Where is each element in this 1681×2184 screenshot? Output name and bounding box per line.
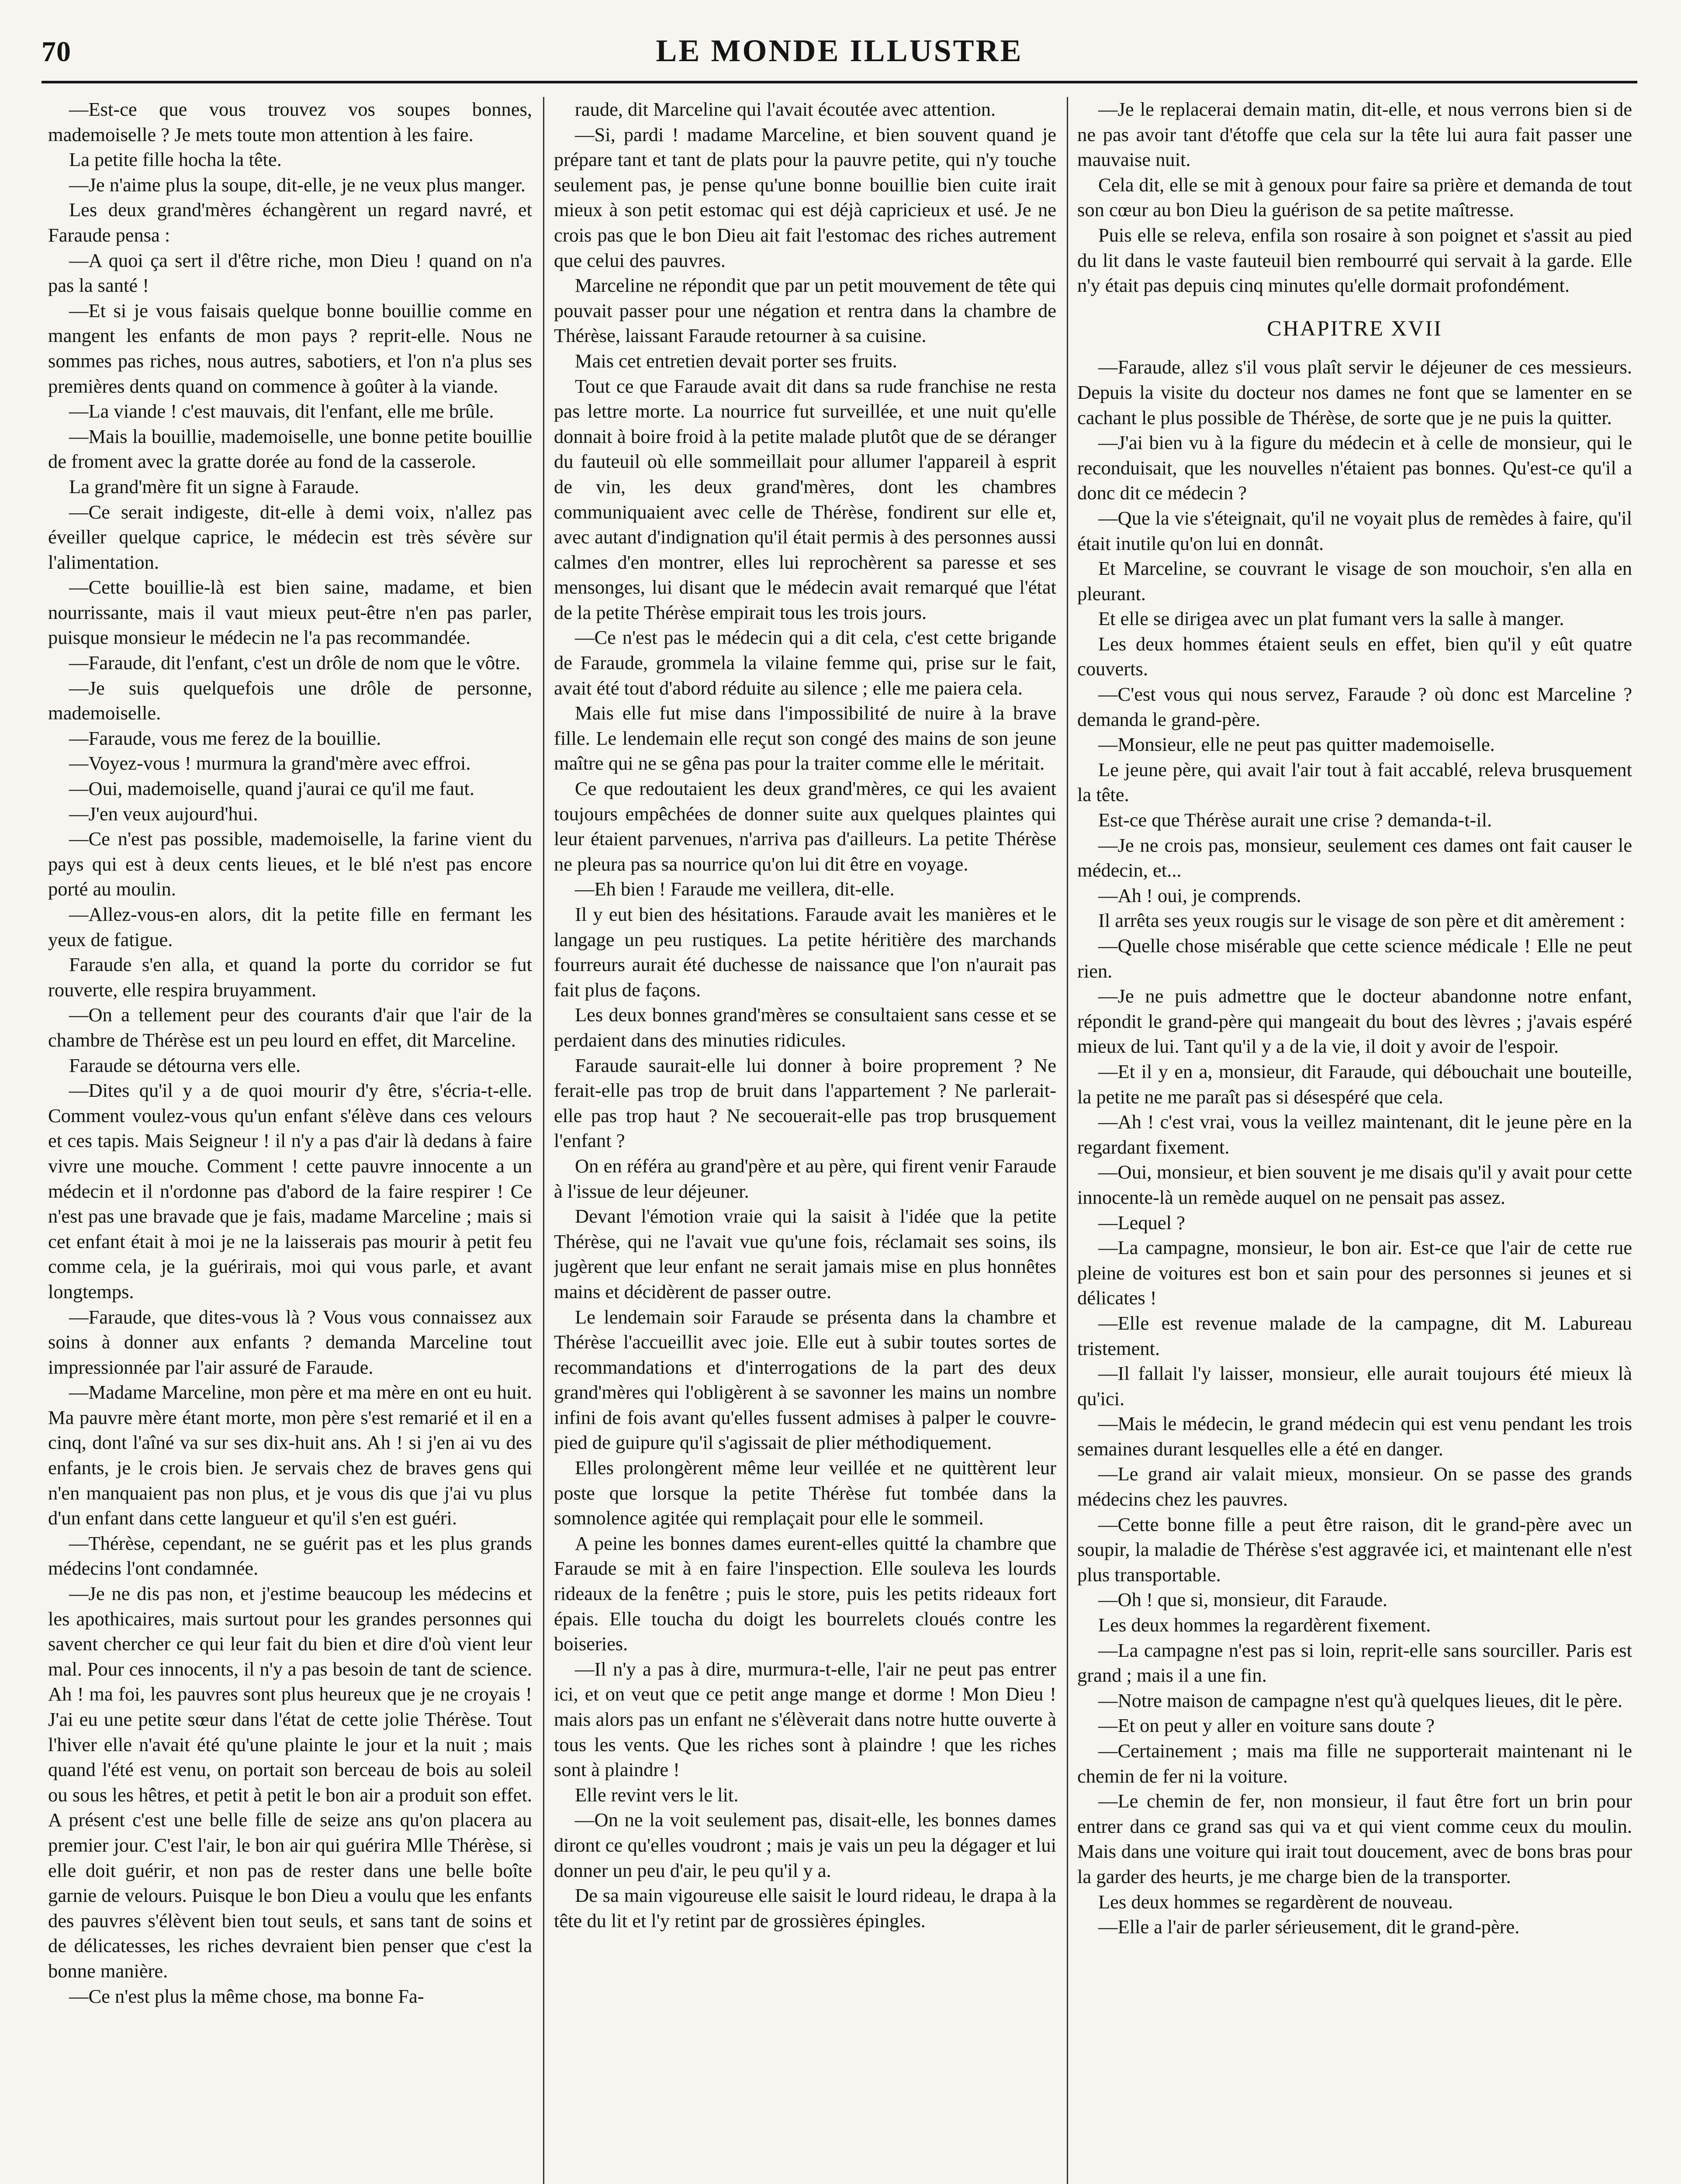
paragraph: —Il fallait l'y laisser, monsieur, elle aurait toujours été mieux là qu'ici. (1077, 1362, 1632, 1410)
paragraph: —Il n'y a pas à dire, murmura-t-elle, l'air ne peut pas entrer ici, et on veut que ce petit ange mange et dorme ! Mon Dieu ! mais alors pas un enfant ne s'élèverait dans notre hutte ouverte à tous les vents. Que les riches sont à plaindre ! que les riches sont à plaindre ! (554, 1658, 1056, 1781)
paragraph: —Certainement ; mais ma fille ne supporterait maintenant ni le chemin de fer ni la voiture. (1077, 1740, 1632, 1787)
paragraph: —Je ne dis pas non, et j'estime beaucoup les médecins et les apothicaires, mais surtout pour les grandes personnes qui savent chercher ce qui leur fait du bien et dire d'où vient leur mal. Pour ces innocents, il n'y a pas besoin de tant de science. Ah ! ma foi, les pauvres sont plus heureux que je ne croyais ! J'ai eu une petite sœur dans l'état de cette jolie Thérèse. Tout l'hiver elle n'avait été qu'une plainte le jour et la nuit ; mais quand l'été est venu, on portait son berceau de bois au soleil ou sous les hêtres, et petit à petit le bon air a produit son effet. A présent c'est une belle fille de seize ans qu'on placera au premier jour. C'est l'air, le bon air qui guérira Mlle Thérèse, si elle doit guérir, et non pas de rester dans une belle boîte garnie de velours. Puisque le bon Dieu a voulu que les enfants des pauvres s'élèvent bien tout seuls, et sans tant de soins et de délicatesses, les riches devraient bien penser que c'est la bonne manière. (48, 1583, 532, 1982)
page-number: 70 (42, 36, 71, 68)
paragraph: —Thérèse, cependant, ne se guérit pas et les plus grands médecins l'ont condamnée. (48, 1532, 532, 1579)
paragraph: Les deux hommes se regardèrent de nouveau. (1098, 1890, 1453, 1913)
column-3-lower-text (1077, 355, 1632, 1939)
paragraph: Cela dit, elle se mit à genoux pour faire sa prière et demanda de tout son cœur au bon Dieu la guérison de sa petite maîtresse. (1077, 173, 1632, 221)
paragraph: A peine les bonnes dames eurent-elles quitté la chambre que Faraude se mit à en faire l'inspection. Elle souleva les lourds rideaux de la fenêtre ; puis le store, puis les petits rideaux fort épais. Elle toucha du doigt les bourrelets cloués contre les boiseries. (554, 1532, 1056, 1655)
paragraph: —Dites qu'il y a de quoi mourir d'y être, s'écria-t-elle. Comment voulez-vous qu'un enfant s'élève dans ces velours et ces tapis. Mais Seigneur ! il n'y a pas d'air là dedans à faire vivre une mouche. Comment ! cette pauvre innocente a un médecin et il n'ordonne pas d'abord de la faire respirer ! Ce n'est pas une bravade que je fais, madame Marceline ; mais si cet enfant était à moi je ne la laisserais pas mourir à petit feu comme cela, je la guérirais, moi qui vous parle, et avant longtemps. (48, 1079, 532, 1303)
paragraph: —Est-ce que vous trouvez vos soupes bonnes, mademoiselle ? Je mets toute mon attention à les faire. (48, 98, 532, 145)
paragraph: —Que la vie s'éteignait, qu'il ne voyait plus de remèdes à faire, qu'il était inutile qu'on lui en donnât. (1077, 507, 1632, 554)
paragraph: —On ne la voit seulement pas, disait-elle, les bonnes dames diront ce qu'elles voudront ; mais je vais un peu la dégager et lui donner un peu d'air, le peu qu'il y a. (554, 1809, 1056, 1881)
paragraph: —Notre maison de campagne n'est qu'à quelques lieues, dit le père. (1098, 1689, 1622, 1711)
masthead-title: LE MONDE ILLUSTRE (656, 33, 1023, 68)
paragraph: Tout ce que Faraude avait dit dans sa rude franchise ne resta pas lettre morte. La nourrice fut surveillée, et une nuit qu'elle donnait à boire froid à la petite malade plutôt que de se déranger du fauteuil où elle sommeillait pour allumer l'appareil à esprit de vin, les deux grand'mères, dont les chambres communiquaient avec celle de Thérèse, fondirent sur elle et, avec autant d'indignation qu'il était permis à des personnes aussi calmes d'en montrer, elles lui reprochèrent sa paresse et ses mensonges, lui disant que le médecin avait remarqué que l'état de la petite Thérèse empirait tous les trois jours. (554, 375, 1056, 623)
paragraph: —Oui, monsieur, et bien souvent je me disais qu'il y avait pour cette innocente-là un remède auquel on ne pensait pas assez. (1077, 1161, 1632, 1208)
paragraph: —Allez-vous-en alors, dit la petite fille en fermant les yeux de fatigue. (48, 903, 532, 950)
paragraph: —Je ne puis admettre que le docteur abandonne notre enfant, répondit le grand-père qui mangeait du bout des lèvres ; j'avais espéré mieux de lui. Tant qu'il y a de la vie, il doit y avoir de l'espoir. (1077, 985, 1632, 1057)
paragraph: —Lequel ? (1098, 1211, 1185, 1234)
paragraph: —Mais la bouillie, mademoiselle, une bonne petite bouillie de froment avec la gratte dorée au fond de la casserole. (48, 425, 532, 473)
paragraph: Mais elle fut mise dans l'impossibilité de nuire à la brave fille. Le lendemain elle reçut son congé des mains de son jeune maître qui ne se gêna pas pour la traiter comme elle le méritait. (554, 702, 1056, 774)
paragraph: Ce que redoutaient les deux grand'mères, ce qui les avaient toujours empêchées de donner suite aux quelques plaintes qui leur étaient parvenues, n'arriva pas d'ailleurs. La petite Thérèse ne pleura pas sa nourrice qu'on lui dit être en voyage. (554, 778, 1056, 875)
paragraph: —La viande ! c'est mauvais, dit l'enfant, elle me brûle. (69, 400, 494, 422)
paragraph: —Eh bien ! Faraude me veillera, dit-elle. (575, 878, 895, 900)
paragraph: Puis elle se releva, enfila son rosaire à son poignet et s'assit au pied du lit dans le vaste fauteuil bien rembourré qui servait à la garde. Elle n'y était pas depuis cinq minutes qu'elle dormait profondément. (1077, 224, 1632, 297)
column-divider (1067, 97, 1068, 2184)
paragraph: —Cette bouillie-là est bien saine, madame, et bien nourrissante, mais il vaut mieux peut-être n'en pas parler, puisque monsieur le médecin ne l'a pas recommandée. (48, 576, 532, 649)
paragraph: —La campagne n'est pas si loin, reprit-elle sans sourciller. Paris est grand ; mais il a une fin. (1077, 1639, 1632, 1686)
page-header (42, 33, 1637, 81)
paragraph: —Ce n'est pas possible, mademoiselle, la farine vient du pays qui est à deux cents lieues, et le blé n'est pas encore porté au moulin. (48, 828, 532, 900)
paragraph: —Quelle chose misérable que cette science médicale ! Elle ne peut rien. (1077, 935, 1632, 982)
paragraph: Et elle se dirigea avec un plat fumant vers la salle à manger. (1098, 608, 1564, 630)
paragraph: Faraude s'en alla, et quand la porte du corridor se fut rouverte, elle respira bruyamment. (48, 954, 532, 1001)
column-3-upper-text (1077, 97, 1632, 298)
paragraph: —La campagne, monsieur, le bon air. Est-ce que l'air de cette rue pleine de voitures est bon et sain pour des personnes si jeunes et si délicates ! (1077, 1237, 1632, 1309)
paragraph: La petite fille hocha la tête. (69, 149, 282, 171)
paragraph: On en référa au grand'père et au père, qui firent venir Faraude à l'issue de leur déjeuner. (554, 1154, 1056, 1202)
paragraph: —Le chemin de fer, non monsieur, il faut être fort un brin pour entrer dans ce grand sas qui va et qui vient comme ceux du moulin. Mais dans une voiture qui irait tout doucement, avec de bons bras pour la garder des heurts, je me charge bien de la transporter. (1077, 1790, 1632, 1887)
paragraph: —Mais le médecin, le grand médecin qui est venu pendant les trois semaines durant lesquelles elle a été en danger. (1077, 1413, 1632, 1460)
paragraph: Mais cet entretien devait porter ses fruits. (575, 349, 897, 372)
paragraph: —Ah ! oui, je comprends. (1098, 884, 1301, 906)
paragraph: —Si, pardi ! madame Marceline, et bien souvent quand je prépare tant et tant de plats pour la pauvre petite, qui n'y touche seulement pas, je pense qu'une bonne bouillie bien cuite irait mieux à son petit estomac qui est déjà capricieux et usé. Je ne crois pas que le bon Dieu ait fait l'estomac des riches autrement que celui des pauvres. (554, 123, 1056, 271)
paragraph: —Elle est revenue malade de la campagne, dit M. Labureau tristement. (1077, 1312, 1632, 1359)
paragraph: —J'ai bien vu à la figure du médecin et à celle de monsieur, qui le reconduisait, que les nouvelles n'étaient pas bonnes. Qu'est-ce qu'il a donc dit ce médecin ? (1077, 432, 1632, 504)
paragraph: —Ah ! c'est vrai, vous la veillez maintenant, dit le jeune père en la regardant fixement. (1077, 1111, 1632, 1158)
paragraph: raude, dit Marceline qui l'avait écoutée avec attention. (575, 98, 996, 120)
paragraph: —On a tellement peur des courants d'air que l'air de la chambre de Thérèse est un peu lourd en effet, dit Marceline. (48, 1004, 532, 1051)
paragraph: —C'est vous qui nous servez, Faraude ? où donc est Marceline ? demanda le grand-père. (1077, 683, 1632, 730)
paragraph: —Je n'aime plus la soupe, dit-elle, je ne veux plus manger. (69, 173, 526, 196)
paragraph: Le jeune père, qui avait l'air tout à fait accablé, releva brusquement la tête. (1077, 758, 1632, 806)
paragraph: —J'en veux aujourd'hui. (69, 802, 258, 825)
paragraph: —Et si je vous faisais quelque bonne bouillie comme en mangent les enfants de mon pays ? reprit-elle. Nous ne sommes pas riches, nous autres, sabotiers, et l'on n'a plus ses premières dents quand on commence à goûter à la viande. (48, 299, 532, 397)
paragraph: Les deux hommes la regardèrent fixement. (1098, 1614, 1431, 1636)
paragraph: —Cette bonne fille a peut être raison, dit le grand-père avec un soupir, la maladie de Thérèse s'est aggravée ici, et maintenant elle n'est plus transportable. (1077, 1513, 1632, 1586)
paragraph: Elle revint vers le lit. (575, 1783, 739, 1806)
column-divider (543, 97, 544, 2184)
text-column-3 (1077, 97, 1632, 2184)
paragraph: —Ce n'est pas le médecin qui a dit cela, c'est cette brigande de Faraude, grommela la vilaine femme qui, prise sur le fait, avait été tout d'abord réduite au silence ; elle me paiera cela. (554, 626, 1056, 699)
paragraph: Marceline ne répondit que par un petit mouvement de tête qui pouvait passer pour une négation et rentra dans la chambre de Thérèse, laissant Faraude retourner à sa cuisine. (554, 274, 1056, 347)
paragraph: —Monsieur, elle ne peut pas quitter mademoiselle. (1098, 733, 1495, 756)
paragraph: La grand'mère fit un signe à Faraude. (69, 475, 360, 498)
paragraph: —Et il y en a, monsieur, dit Faraude, qui débouchait une bouteille, la petite ne me paraît pas si désespéré que cela. (1077, 1060, 1632, 1108)
paragraph: —Je le replacerai demain matin, dit-elle, et nous verrons bien si de ne pas avoir tant d'étoffe que cela sur la tête lui aura fait passer une mauvaise nuit. (1077, 98, 1632, 171)
text-column-2 (554, 97, 1056, 2184)
paragraph: Les deux hommes étaient seuls en effet, bien qu'il y eût quatre couverts. (1077, 632, 1632, 680)
paragraph: —Ce serait indigeste, dit-elle à demi voix, n'allez pas éveiller quelque caprice, le médecin est très sévère sur l'alimentation. (48, 501, 532, 573)
paragraph: —Je suis quelquefois une drôle de personne, mademoiselle. (48, 677, 532, 724)
paragraph: Les deux grand'mères échangèrent un regard navré, et Faraude pensa : (48, 199, 532, 246)
paragraph: —Je ne crois pas, monsieur, seulement ces dames ont fait causer le médecin, et... (1077, 834, 1632, 881)
paragraph: —Le grand air valait mieux, monsieur. On se passe des grands médecins chez les pauvres. (1077, 1463, 1632, 1510)
paragraph: —Voyez-vous ! murmura la grand'mère avec effroi. (69, 752, 471, 774)
paragraph: —Faraude, que dites-vous là ? Vous vous connaissez aux soins à donner aux enfants ? demanda Marceline tout impressionnée par l'air assuré de Faraude. (48, 1306, 532, 1378)
paragraph: Il arrêta ses yeux rougis sur le visage de son père et dit amèrement : (1098, 909, 1626, 932)
paragraph: Faraude se détourna vers elle. (69, 1054, 301, 1076)
text-column-1 (48, 97, 532, 2184)
paragraph: Le lendemain soir Faraude se présenta dans la chambre et Thérèse l'accueillit avec joie. Elle eut à subir toutes sortes de recommandations et d'interrogations de la part des deux grand'mères qui l'obligèrent à se savonner les mains un nombre infini de fois avant qu'elles fussent admises à palper le couvre-pied de guipure qu'il s'agissait de plier méthodiquement. (554, 1306, 1056, 1454)
paragraph: —Oh ! que si, monsieur, dit Faraude. (1098, 1589, 1387, 1611)
paragraph: —Faraude, dit l'enfant, c'est un drôle de nom que le vôtre. (69, 652, 521, 674)
paragraph: —Faraude, allez s'il vous plaît servir le déjeuner de ces messieurs. Depuis la visite du docteur nos dames ne font que se lamenter en se cachant le plus possible de Thérèse, de sorte que je ne puis la quitter. (1077, 356, 1632, 429)
paragraph: —Madame Marceline, mon père et ma mère en ont eu huit. Ma pauvre mère étant morte, mon père s'est remarié et il en a cinq, dont l'aîné va sur ses dix-huit ans. Ah ! si j'en ai vu des enfants, je le crois bien. Je servais chez de braves gens qui n'en manquaient pas non plus, et je vous dis que j'ai vu plus d'un enfant dans cette langueur et qu'il s'en est guéri. (48, 1381, 532, 1529)
paragraph: Faraude saurait-elle lui donner à boire proprement ? Ne ferait-elle pas trop de bruit dans l'appartement ? Ne parlerait-elle pas trop haut ? Ne secouerait-elle pas trop brusquement l'enfant ? (554, 1054, 1056, 1152)
paragraph: Est-ce que Thérèse aurait une crise ? demanda-t-il. (1098, 809, 1492, 831)
paragraph: —Faraude, vous me ferez de la bouillie. (69, 727, 381, 749)
paragraph: Et Marceline, se couvrant le visage de son mouchoir, s'en alla en pleurant. (1077, 557, 1632, 605)
paragraph: Devant l'émotion vraie qui la saisit à l'idée que la petite Thérèse, qui ne l'avait vue qu'une fois, réclamait ses soins, ils jugèrent que leur enfant ne serait jamais mise en plus honnêtes mains et décidèrent de passer outre. (554, 1205, 1056, 1303)
paragraph: —Et on peut y aller en voiture sans doute ? (1098, 1714, 1435, 1737)
paragraph: Elles prolongèrent même leur veillée et ne quittèrent leur poste que lorsque la petite Thérèse fut tombée dans la somnolence agitée qui remplaçait pour elle le sommeil. (554, 1457, 1056, 1529)
paragraph: —A quoi ça sert il d'être riche, mon Dieu ! quand on n'a pas la santé ! (48, 249, 532, 297)
paragraph: Il y eut bien des hésitations. Faraude avait les manières et le langage un peu rustiques. La petite héritière des marchands fourreurs aurait été duchesse de naissance que l'on n'aurait pas fait plus de façons. (554, 903, 1056, 1001)
paragraph: De sa main vigoureuse elle saisit le lourd rideau, le drapa à la tête du lit et l'y retint par de grossières épingles. (554, 1884, 1056, 1932)
paragraph: —Oui, mademoiselle, quand j'aurai ce qu'il me faut. (69, 778, 475, 800)
header-rule (42, 81, 1637, 83)
paragraph: Les deux bonnes grand'mères se consultaient sans cesse et se perdaient dans des minuties ridicules. (554, 1004, 1056, 1051)
chapter-heading: CHAPITRE XVII (1267, 315, 1442, 340)
paragraph: —Ce n'est plus la même chose, ma bonne Fa- (69, 1985, 424, 2007)
paragraph: —Elle a l'air de parler sérieusement, dit le grand-père. (1098, 1916, 1520, 1938)
